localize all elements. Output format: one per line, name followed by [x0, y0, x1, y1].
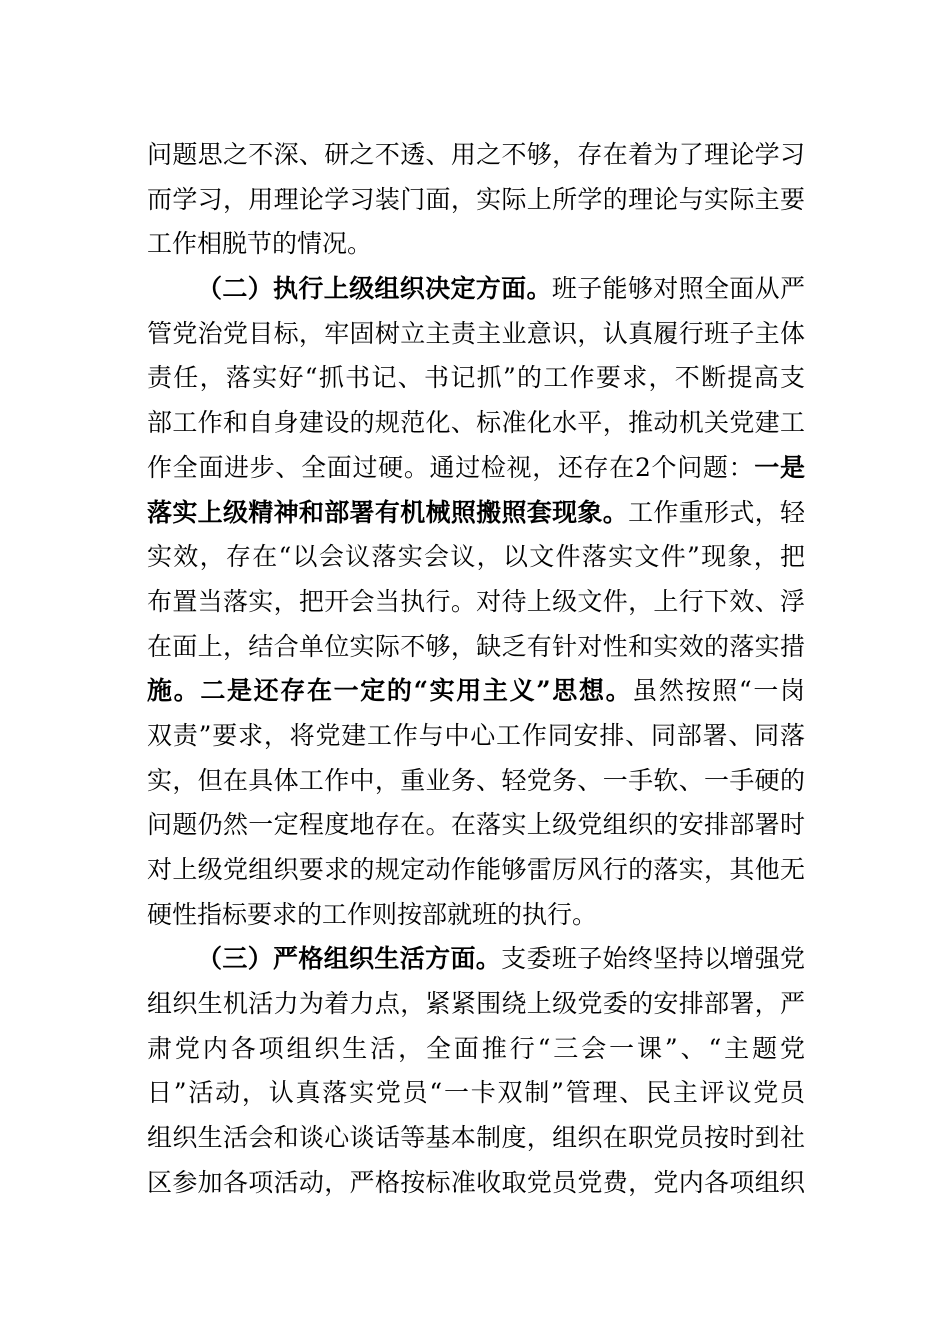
text-line — [147, 491, 805, 536]
body-text: 组织生活会和谈心谈话等基本制度，组织在职党员按时到社 — [147, 1123, 805, 1153]
text-line — [147, 133, 805, 178]
text-line — [147, 1027, 805, 1072]
body-text: 虽然按照“一岗 — [632, 676, 805, 706]
section-heading: （三）严格组织生活方面。 — [197, 944, 502, 974]
body-text: 在面上，结合单位实际不够，缺乏有针对性和实效的落实措 — [147, 631, 805, 661]
section-heading: （二）执行上级组织决定方面。 — [197, 274, 552, 304]
paragraph — [147, 267, 805, 937]
body-text: 部工作和自身建设的规范化、标准化水平，推动机关党建工 — [147, 408, 805, 438]
text-line — [147, 625, 805, 670]
body-text: 布置当落实，把开会当执行。对待上级文件，上行下效、浮 — [147, 586, 805, 616]
text-line — [147, 267, 805, 312]
text-line — [147, 937, 805, 982]
body-text: 双责”要求，将党建工作与中心工作同安排、同部署、同落 — [147, 720, 805, 750]
text-line — [147, 178, 805, 223]
text-line — [147, 1116, 805, 1161]
body-text: 区参加各项活动，严格按标准收取党员党费，党内各项组织 — [147, 1167, 805, 1197]
bold-text: 施。二是还存在一定的“实用主义”思想。 — [147, 676, 633, 706]
body-text: 问题仍然一定程度地存在。在落实上级党组织的安排部署时 — [147, 810, 805, 840]
text-line — [147, 669, 805, 714]
text-line — [147, 446, 805, 491]
body-text: 而学习，用理论学习装门面，实际上所学的理论与实际主要 — [147, 184, 805, 214]
body-text: 对上级党组织要求的规定动作能够雷厉风行的落实，其他无 — [147, 855, 805, 884]
text-line — [147, 356, 805, 401]
text-line — [147, 803, 805, 848]
text-line — [147, 714, 805, 759]
body-text: 组织生机活力为着力点，紧紧围绕上级党委的安排部署，严 — [147, 989, 805, 1019]
body-text: 实效，存在“以会议落实会议，以文件落实文件”现象，把 — [147, 542, 805, 572]
body-text: 班子能够对照全面从严 — [551, 274, 805, 304]
body-text: 问题思之不深、研之不透、用之不够，存在着为了理论学习 — [147, 140, 805, 169]
body-text: 工作相脱节的情况。 — [147, 229, 373, 259]
text-line — [147, 580, 805, 625]
body-text: 肃党内各项组织生活，全面推行“三会一课”、“主题党 — [147, 1033, 805, 1063]
text-line — [147, 312, 805, 357]
text-line — [147, 1161, 805, 1206]
text-line — [147, 535, 805, 580]
paragraph — [147, 133, 805, 267]
paragraph — [147, 937, 805, 1205]
body-text: 管党治党目标，牢固树立主责主业意识，认真履行班子主体 — [147, 318, 805, 348]
text-line — [147, 759, 805, 804]
text-line — [147, 222, 805, 267]
document-body — [147, 133, 805, 1206]
text-line — [147, 1071, 805, 1116]
text-line — [147, 401, 805, 446]
body-text: 作全面进步、全面过硬。通过检视，还存在2个问题： — [147, 452, 755, 482]
bold-text: 一是 — [754, 452, 805, 482]
text-line — [147, 982, 805, 1027]
body-text: 工作重形式，轻 — [628, 497, 805, 527]
text-line — [147, 848, 805, 893]
bold-text: 落实上级精神和部署有机械照搬照套现象。 — [147, 497, 629, 527]
body-text: 责任，落实好“抓书记、书记抓”的工作要求，不断提高支 — [147, 363, 805, 393]
body-text: 日”活动，认真落实党员“一卡双制”管理、民主评议党员 — [147, 1078, 805, 1108]
body-text: 支委班子始终坚持以增强党 — [501, 944, 805, 974]
text-line — [147, 893, 805, 938]
body-text: 实，但在具体工作中，重业务、轻党务、一手软、一手硬的 — [147, 765, 805, 795]
body-text: 硬性指标要求的工作则按部就班的执行。 — [147, 899, 598, 929]
